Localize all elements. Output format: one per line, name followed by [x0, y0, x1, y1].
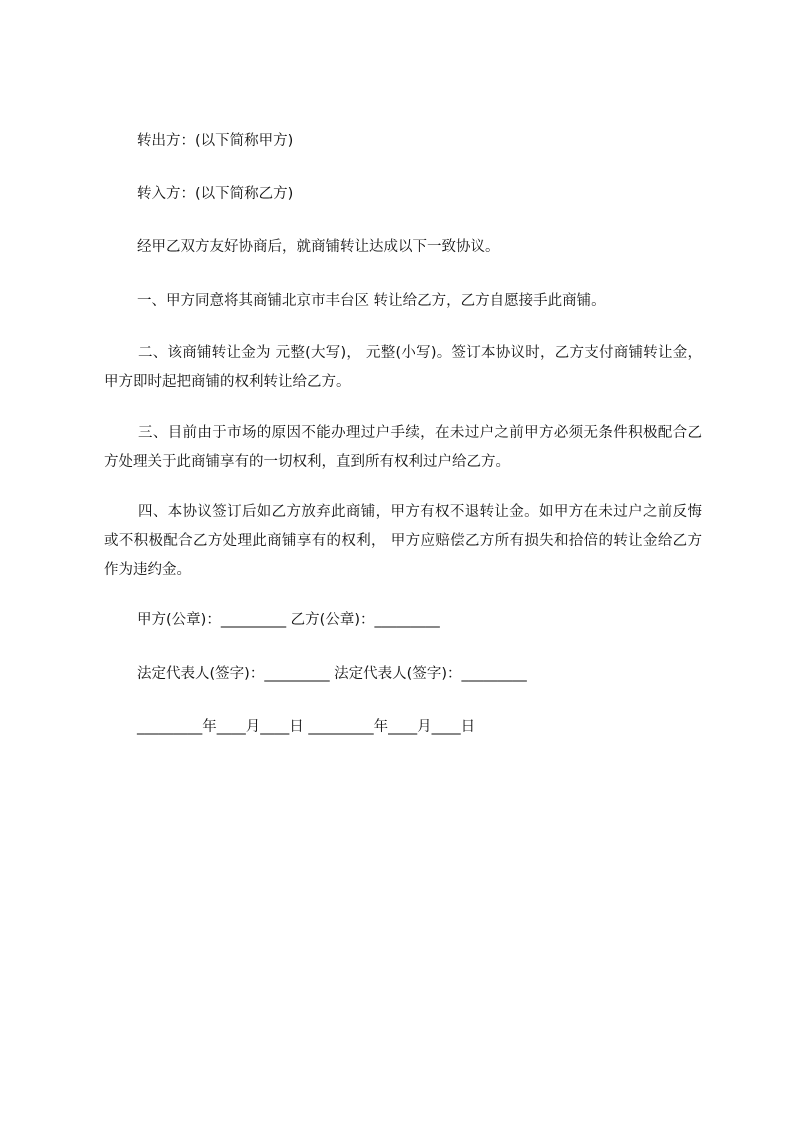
date-line: _________年____月____日 _________年____月____日 [137, 719, 476, 735]
clause-2: 二、该商铺转让金为 元整(大写)， 元整(小写)。签订本协议时，乙方支付商铺转让金，甲方即时起把商铺的权利转让给乙方。 [104, 345, 702, 390]
intro-paragraph: 经甲乙双方友好协商后，就商铺转让达成以下一致协议。 [137, 239, 500, 255]
seal-signature-line: 甲方(公章)：_________ 乙方(公章)：_________ [137, 612, 440, 628]
representative-signature-line: 法定代表人(签字)：_________ 法定代表人(签字)：_________ [137, 666, 527, 682]
transferee-line: 转入方：(以下简称乙方) [137, 186, 294, 202]
clause-1: 一、甲方同意将其商铺北京市丰台区 转让给乙方，乙方自愿接手此商铺。 [137, 293, 606, 309]
clause-4: 四、本协议签订后如乙方放弃此商铺，甲方有权不退转让金。如甲方在未过户之前反悔或不积极配合乙方处理此商铺享有的权利， 甲方应赔偿乙方所有损失和拾倍的转让金给乙方作为违约金。 [104, 504, 702, 578]
transferor-line: 转出方：(以下简称甲方) [137, 133, 294, 149]
clause-3: 三、目前由于市场的原因不能办理过户手续，在未过户之前甲方必须无条件积极配合乙方处理关于此商铺享有的一切权利，直到所有权利过户给乙方。 [104, 425, 702, 470]
